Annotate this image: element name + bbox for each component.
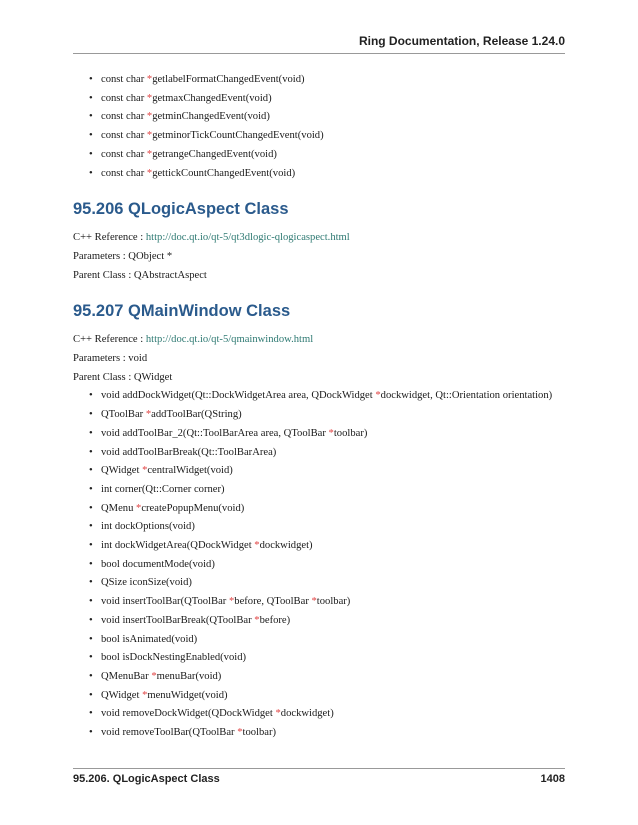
parent-class-line: Parent Class : QAbstractAspect xyxy=(73,269,207,281)
pointer-asterisk: * xyxy=(146,111,153,123)
header-rule xyxy=(73,53,565,54)
signature-text: gettickCountChangedEvent(void) xyxy=(152,167,296,179)
signature-text: int dockWidgetArea(QDockWidget xyxy=(101,540,255,552)
pointer-asterisk: * xyxy=(146,148,153,160)
list-item xyxy=(73,631,565,650)
parameters-line: Parameters : void xyxy=(73,353,148,365)
event-getter-list xyxy=(73,71,565,183)
pointer-asterisk: * xyxy=(254,614,260,626)
signature-text: getlabelFormatChangedEvent(void) xyxy=(152,74,305,85)
pointer-asterisk: * xyxy=(145,409,152,421)
signature-text: addToolBar(QString) xyxy=(151,409,242,421)
cpp-reference-label: C++ Reference : xyxy=(73,232,146,244)
signature-text: menuWidget(void) xyxy=(147,689,228,701)
list-item xyxy=(73,90,565,109)
list-item xyxy=(73,687,565,706)
pointer-asterisk: * xyxy=(146,130,153,142)
signature-text: createPopupMenu(void) xyxy=(141,502,245,514)
signature-text: void removeToolBar(QToolBar xyxy=(101,727,238,739)
section-heading-qlogicaspect: 95.206 QLogicAspect Class xyxy=(73,200,289,219)
signature-text: void addToolBarBreak(Qt::ToolBarArea) xyxy=(101,446,277,458)
cpp-reference-link[interactable]: http://doc.qt.io/qt-5/qmainwindow.html xyxy=(145,334,314,346)
signature-text: getminorTickCountChangedEvent(void) xyxy=(152,130,324,142)
list-item xyxy=(73,387,565,406)
signature-text: menuBar(void) xyxy=(156,670,222,682)
signature-text: QWidget xyxy=(101,689,143,701)
signature-text: void addDockWidget(Qt::DockWidgetArea area, QDockWidget xyxy=(101,390,376,402)
footer-rule xyxy=(73,768,565,769)
signature-text: QMenuBar xyxy=(101,670,152,682)
pointer-asterisk: * xyxy=(142,465,148,477)
pointer-asterisk: * xyxy=(146,74,153,85)
cpp-reference-label: C++ Reference : xyxy=(73,334,146,346)
signature-text: QSize iconSize(void) xyxy=(101,577,192,589)
list-item xyxy=(73,146,565,165)
pointer-asterisk: * xyxy=(146,92,153,104)
signature-text: const char xyxy=(101,130,147,142)
pointer-asterisk: * xyxy=(254,540,260,552)
parent-class-line: Parent Class : QWidget xyxy=(73,371,173,383)
signature-text: void insertToolBarBreak(QToolBar xyxy=(101,614,255,626)
pointer-asterisk: * xyxy=(237,727,243,739)
signature-text: bool isDockNestingEnabled(void) xyxy=(101,652,247,664)
pointer-asterisk: * xyxy=(142,689,148,701)
list-item xyxy=(73,481,565,500)
parameters-line: Parameters : QObject * xyxy=(73,250,173,262)
running-header: Ring Documentation, Release 1.24.0 xyxy=(358,34,565,48)
signature-text: QWidget xyxy=(101,465,143,477)
pointer-asterisk: * xyxy=(146,167,153,179)
signature-text: const char xyxy=(101,148,147,160)
list-item xyxy=(73,649,565,668)
signature-text: bool documentMode(void) xyxy=(101,558,215,570)
list-item xyxy=(73,71,565,90)
signature-text: toolbar) xyxy=(242,727,277,739)
signature-text: toolbar) xyxy=(316,596,351,608)
signature-text: dockwidget) xyxy=(259,540,313,552)
list-item xyxy=(73,574,565,593)
list-item xyxy=(73,127,565,146)
signature-text: bool isAnimated(void) xyxy=(101,633,198,645)
list-item xyxy=(73,612,565,631)
list-item xyxy=(73,462,565,481)
page-content xyxy=(73,71,565,743)
list-item xyxy=(73,500,565,519)
signature-text: const char xyxy=(101,111,147,123)
signature-text: QMenu xyxy=(101,502,137,514)
signature-text: QToolBar xyxy=(101,409,146,421)
section-heading-qmainwindow: 95.207 QMainWindow Class xyxy=(73,302,291,321)
cpp-reference-line xyxy=(73,229,565,248)
signature-text: void addToolBar_2(Qt::ToolBarArea area, QToolBar xyxy=(101,427,329,439)
running-footer xyxy=(73,773,565,789)
pointer-asterisk: * xyxy=(375,390,381,402)
signature-text: void insertToolBar(QToolBar xyxy=(101,596,229,608)
cpp-reference-link[interactable]: http://doc.qt.io/qt-5/qt3dlogic-qlogicaspect.html xyxy=(145,232,350,244)
signature-text: before, QToolBar xyxy=(234,596,312,608)
pointer-asterisk: * xyxy=(275,708,281,720)
signature-text: void removeDockWidget(QDockWidget xyxy=(101,708,276,720)
signature-text: int dockOptions(void) xyxy=(101,521,195,533)
pointer-asterisk: * xyxy=(136,502,142,514)
pointer-asterisk: * xyxy=(228,596,235,608)
signature-text: toolbar) xyxy=(333,427,368,439)
method-list xyxy=(73,387,565,742)
list-item xyxy=(73,724,565,743)
list-item xyxy=(73,165,565,184)
pointer-asterisk: * xyxy=(151,670,157,682)
signature-text: getminChangedEvent(void) xyxy=(152,111,270,123)
list-item xyxy=(73,108,565,127)
signature-text: getrangeChangedEvent(void) xyxy=(152,148,277,160)
pointer-asterisk: * xyxy=(311,596,317,608)
signature-text: getmaxChangedEvent(void) xyxy=(152,92,272,104)
signature-text: const char xyxy=(101,74,147,85)
list-item xyxy=(73,556,565,575)
signature-text: const char xyxy=(101,167,147,179)
signature-text: dockwidget, Qt::Orientation orientation) xyxy=(380,390,553,402)
list-item xyxy=(73,518,565,537)
signature-text: before) xyxy=(259,614,291,626)
signature-text: const char xyxy=(101,92,147,104)
page-number: 1408 xyxy=(540,773,565,785)
list-item xyxy=(73,425,565,444)
signature-text: int corner(Qt::Corner corner) xyxy=(101,483,225,495)
pointer-asterisk: * xyxy=(328,427,334,439)
list-item xyxy=(73,406,565,425)
signature-text: centralWidget(void) xyxy=(147,465,233,477)
list-item xyxy=(73,444,565,463)
list-item xyxy=(73,668,565,687)
list-item xyxy=(73,593,565,612)
list-item xyxy=(73,705,565,724)
footer-section: 95.206. QLogicAspect Class xyxy=(73,773,220,785)
list-item xyxy=(73,537,565,556)
cpp-reference-line xyxy=(73,331,565,350)
signature-text: dockwidget) xyxy=(280,708,334,720)
